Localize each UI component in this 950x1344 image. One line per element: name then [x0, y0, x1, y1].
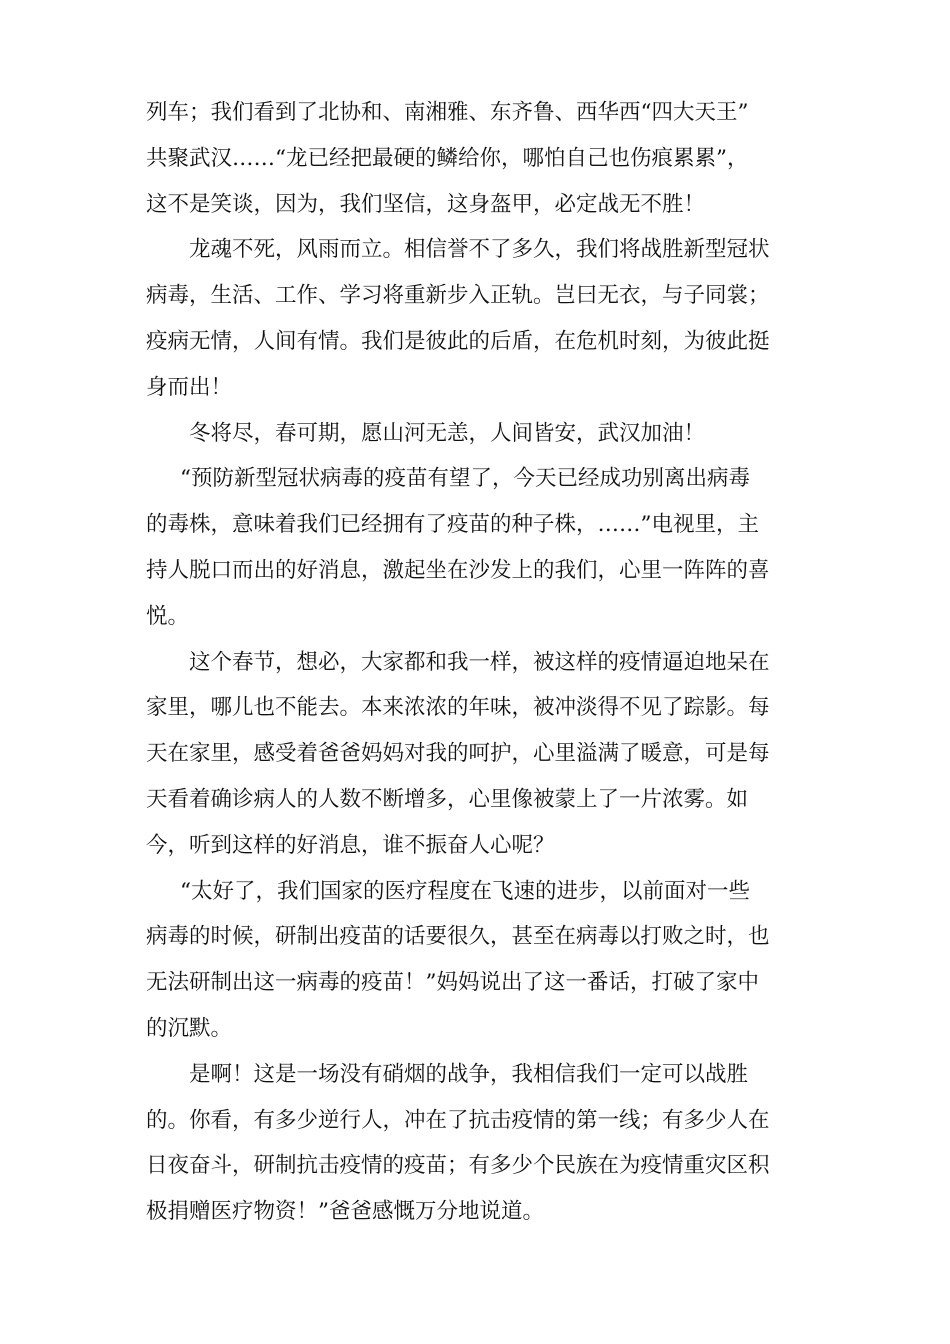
text-line: 今，听到这样的好消息，谁不振奋人心呢？ — [146, 832, 555, 858]
text-line: 日夜奋斗，研制抗击疫情的疫苗；有多少个民族在为疫情重灾区积 — [146, 1153, 770, 1179]
paragraph-start-line: “预防新型冠状病毒的疫苗有望了，今天已经成功别离出病毒 — [180, 466, 750, 492]
text-line: 的沉默。 — [146, 1015, 233, 1041]
text-line: 病毒，生活、工作、学习将重新步入正轨。岂曰无衣，与子同裳； — [146, 283, 770, 309]
text-line: 病毒的时候，研制出疫苗的话要很久，甚至在病毒以打败之时，也 — [146, 924, 770, 950]
text-line: 疫病无情，人间有情。我们是彼此的后盾，在危机时刻，为彼此挺 — [146, 328, 770, 354]
paragraph-start-line: 冬将尽，春可期，愿山河无恙，人间皆安，武汉加油！ — [189, 420, 706, 446]
text-line: 持人脱口而出的好消息，激起坐在沙发上的我们，心里一阵阵的喜 — [146, 557, 770, 583]
text-line: 家里，哪儿也不能去。本来浓浓的年味，被冲淡得不见了踪影。每 — [146, 695, 770, 721]
text-line: 无法研制出这一病毒的疫苗！”妈妈说出了这一番话，打破了家中 — [146, 970, 759, 996]
paragraph-start-line: 是啊！这是一场没有硝烟的战争，我相信我们一定可以战胜 — [189, 1061, 749, 1087]
text-line: 悦。 — [146, 603, 190, 629]
text-line: 共聚武汉……“龙已经把最硬的鳞给你，哪怕自己也伤痕累累”， — [146, 145, 749, 171]
text-line: 天在家里，感受着爸爸妈妈对我的呵护，心里溢满了暖意，可是每 — [146, 741, 770, 767]
article-body — [146, 90, 806, 1235]
text-line: 列车；我们看到了北协和、南湘雅、东齐鲁、西华西“四大天王” — [146, 100, 749, 125]
text-line: 这不是笑谈，因为，我们坚信，这身盔甲，必定战无不胜！ — [146, 191, 706, 217]
text-line: 的。你看，有多少逆行人，冲在了抗击疫情的第一线；有多少人在 — [146, 1107, 770, 1133]
text-line: 天看着确诊病人的人数不断增多，心里像被蒙上了一片浓雾。如 — [146, 786, 749, 812]
text-line: 的毒株，意味着我们已经拥有了疫苗的种子株，……”电视里，主 — [146, 512, 759, 538]
paragraph-start-line: 龙魂不死，风雨而立。相信誉不了多久，我们将战胜新型冠状 — [189, 237, 770, 263]
text-line: 身而出！ — [146, 374, 233, 400]
paragraph-start-line: 这个春节，想必，大家都和我一样，被这样的疫情逼迫地呆在 — [189, 649, 770, 675]
paragraph-start-line: “太好了，我们国家的医疗程度在飞速的进步，以前面对一些 — [180, 878, 750, 904]
text-line: 极捐赠医疗物资！”爸爸感慨万分地说道。 — [146, 1199, 544, 1225]
